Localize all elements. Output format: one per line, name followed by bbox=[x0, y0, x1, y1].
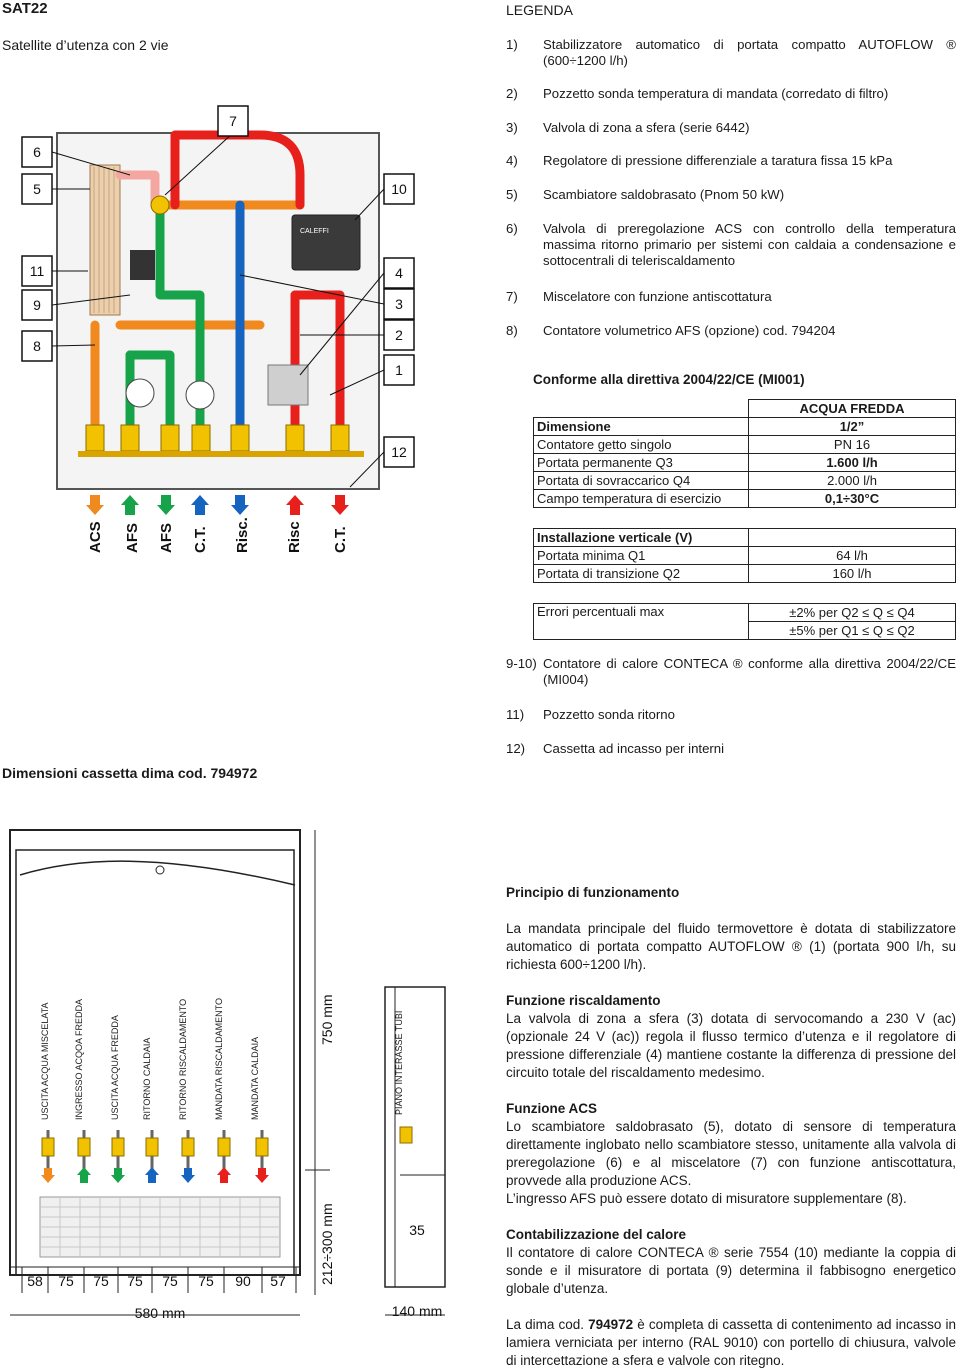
legend-item: 12) Cassetta ad incasso per interni bbox=[506, 741, 725, 756]
paragraph: La dima cod. 794972 è completa di cassetta di contenimento ad incasso in lamiera verniciata per interno (RAL 9010) con portello di chiusura, valvole di intercettazione a sfera e valvole con ritegno. bbox=[506, 1317, 957, 1368]
spec-label: Contatore getto singolo bbox=[534, 436, 749, 454]
callout-number: 12 bbox=[391, 444, 407, 460]
legend-item: 11) Pozzetto sonda ritorno bbox=[506, 707, 675, 722]
spec-value: 2.000 l/h bbox=[749, 472, 956, 490]
arrow-up-icon bbox=[121, 495, 139, 515]
spec-value: PN 16 bbox=[749, 436, 956, 454]
width-value: 580 mm bbox=[134, 1305, 186, 1321]
spec-value: 1.600 l/h bbox=[749, 454, 956, 472]
arrow-down-icon bbox=[111, 1168, 125, 1183]
ball-valve bbox=[86, 425, 104, 451]
ball-valve bbox=[182, 1138, 194, 1156]
pipe-label: USCITA ACQUA FREDDA bbox=[110, 1015, 120, 1120]
paragraph: L’ingresso AFS può essere dotato di misuratore supplementare (8). bbox=[506, 1191, 907, 1206]
port-label: AFS bbox=[124, 523, 141, 553]
arrow-down-icon bbox=[86, 495, 104, 515]
callout-number: 4 bbox=[395, 265, 403, 281]
spec-value: 160 l/h bbox=[749, 565, 956, 583]
arrow-up-icon bbox=[77, 1167, 91, 1183]
legend-title: LEGENDA bbox=[506, 2, 573, 18]
callout-number: 8 bbox=[33, 338, 41, 354]
ball-valve bbox=[78, 1138, 90, 1156]
spec-label: Dimensione bbox=[534, 418, 749, 436]
ball-valve bbox=[42, 1138, 54, 1156]
arrow-down-icon bbox=[255, 1168, 269, 1183]
height-value: 750 mm bbox=[319, 994, 335, 1045]
port-label: ACS bbox=[87, 521, 104, 553]
pipe-label: RITORNO RISCALDAMENTO bbox=[178, 998, 188, 1120]
side-label: PIANO INTERASSE TUBI bbox=[394, 1010, 404, 1115]
pipe-label: INGRESSO ACQOA FREDDA bbox=[74, 998, 84, 1120]
arrow-down-icon bbox=[181, 1168, 195, 1183]
port-label: Risc bbox=[286, 521, 303, 553]
valve-rail bbox=[78, 451, 364, 457]
heat-meter-brand: CALEFFI bbox=[300, 228, 329, 235]
pipe-label: USCITA ACQUA MISCELATA bbox=[40, 1002, 50, 1120]
depth-value: 140 mm bbox=[391, 1303, 443, 1319]
ball-valve bbox=[121, 425, 139, 451]
legend-item: 6) Valvola di preregolazione ACS con controllo della temperatura massima ritorno primario per sistemi con caldaia a condensazione e sottocentrali di teleriscaldamento bbox=[506, 221, 956, 268]
section-heading: Contabilizzazione del calore bbox=[506, 1227, 687, 1242]
callout-number: 7 bbox=[229, 113, 237, 129]
ball-valve bbox=[161, 425, 179, 451]
legend-item: 7) Miscelatore con funzione antiscottatura bbox=[506, 289, 772, 304]
arrow-down-icon bbox=[157, 495, 175, 515]
pipe-label: MANDATA CALDAIA bbox=[250, 1036, 260, 1120]
spec-label: Campo temperatura di esercizio bbox=[534, 490, 749, 508]
paragraph: La mandata principale del fluido termovettore è dotata di stabilizzatore automatico di portata compatto AUTOFLOW ® (1) (portata 900 l/h, su richiesta 600÷1200 l/h). bbox=[506, 921, 956, 972]
spec-label: Portata minima Q1 bbox=[534, 547, 749, 565]
dimensions-drawing bbox=[0, 825, 470, 1330]
legend-item: 2) Pozzetto sonda temperatura di mandata (corredato di filtro) bbox=[506, 86, 889, 101]
depth-inner-value: 35 bbox=[409, 1222, 425, 1238]
spacing-value: 75 bbox=[93, 1273, 109, 1289]
spec-label: Portata permanente Q3 bbox=[534, 454, 749, 472]
errors-label: Errori percentuali max bbox=[534, 604, 749, 640]
callout-number: 1 bbox=[395, 362, 403, 378]
arrow-down-icon bbox=[331, 495, 349, 515]
spacing-value: 75 bbox=[198, 1273, 214, 1289]
ball-valve bbox=[192, 425, 210, 451]
spec-value: 1/2” bbox=[749, 418, 956, 436]
flow-meter bbox=[186, 381, 214, 409]
paragraph: Il contatore di calore CONTECA ® serie 7554 (10) mediante la coppia di sonde e il misuratore di portata (9) determina il fabbisogno energetico globale d’utenza. bbox=[506, 1245, 956, 1296]
satellite-diagram bbox=[0, 95, 420, 565]
install-table bbox=[533, 528, 956, 583]
heat-meter bbox=[292, 215, 360, 270]
dima-code: 794972 bbox=[588, 1317, 634, 1332]
section-heading: Principio di funzionamento bbox=[506, 885, 680, 900]
section-heading: Funzione riscaldamento bbox=[506, 993, 661, 1008]
water-meter bbox=[126, 379, 154, 407]
document-code: SAT22 bbox=[2, 0, 48, 17]
legend-item: 5) Scambiatore saldobrasato (Pnom 50 kW) bbox=[506, 187, 785, 202]
port-label: C.T. bbox=[332, 526, 349, 553]
errors-value: ±5% per Q1 ≤ Q ≤ Q2 bbox=[749, 622, 956, 640]
callout-number: 3 bbox=[395, 296, 403, 312]
paragraph: Lo scambiatore saldobrasato (5), dotato di sensore di temperatura direttamente inglobato nello scambiatore stesso, unitamente alla valvola di preregolazione (6) e al miscelatore (7) con funzione antiscottatura, provvede alla produzione ACS. bbox=[506, 1119, 956, 1188]
spacing-value: 75 bbox=[58, 1273, 74, 1289]
zone-valve-actuator bbox=[130, 250, 155, 280]
callout-number: 11 bbox=[29, 263, 45, 279]
pipe-label: MANDATA RISCALDAMENTO bbox=[214, 997, 224, 1120]
errors-table bbox=[533, 603, 956, 640]
spec-label: Portata di transizione Q2 bbox=[534, 565, 749, 583]
spacing-value: 58 bbox=[27, 1273, 43, 1289]
legend-item: 1) Stabilizzatore automatico di portata compatto AUTOFLOW ® (600÷1200 l/h) bbox=[506, 37, 956, 68]
legend-item: 3) Valvola di zona a sfera (serie 6442) bbox=[506, 120, 750, 135]
port-label: C.T. bbox=[192, 526, 209, 553]
arrow-up-icon bbox=[217, 1167, 231, 1183]
paragraph: La valvola di zona a sfera (3) dotata di servocomando a 230 V (ac) (opzionale 24 V (ac)) regola il flusso termico d’utenza e il regolatore di pressione differenziale (4) mantiene costante la differenza di pressione del circuito totale del riscaldamento medesimo. bbox=[506, 1011, 956, 1080]
spacing-value: 75 bbox=[162, 1273, 178, 1289]
port-label: Risc. bbox=[234, 517, 251, 553]
spec-value: 0,1÷30°C bbox=[749, 490, 956, 508]
mixer-valve bbox=[151, 196, 169, 214]
description-column bbox=[506, 884, 956, 1370]
install-title: Installazione verticale (V) bbox=[534, 529, 749, 547]
callout-number: 6 bbox=[33, 144, 41, 160]
callout-number: 10 bbox=[391, 181, 407, 197]
arrow-down-icon bbox=[231, 495, 249, 515]
legend-item: 8) Contatore volumetrico AFS (opzione) cod. 794204 bbox=[506, 323, 836, 338]
spec-value: 64 l/h bbox=[749, 547, 956, 565]
ball-valve bbox=[231, 425, 249, 451]
callout-number: 5 bbox=[33, 181, 41, 197]
height-bottom-value: 212÷300 mm bbox=[319, 1203, 335, 1285]
legend-item: 4) Regolatore di pressione differenziale a taratura fissa 15 kPa bbox=[506, 153, 893, 168]
spec-table bbox=[533, 399, 956, 508]
spec-header: ACQUA FREDDA bbox=[749, 400, 956, 418]
arrow-down-icon bbox=[41, 1168, 55, 1183]
callout-number: 2 bbox=[395, 327, 403, 343]
ball-valve bbox=[286, 425, 304, 451]
conformity-note: Conforme alla direttiva 2004/22/CE (MI001) bbox=[533, 372, 805, 387]
spec-label: Portata di sovraccarico Q4 bbox=[534, 472, 749, 490]
ball-valve bbox=[256, 1138, 268, 1156]
pressure-regulator bbox=[268, 365, 308, 405]
pipe-label: RITORNO CALDAIA bbox=[142, 1037, 152, 1120]
section-heading: Funzione ACS bbox=[506, 1101, 597, 1116]
ball-valve bbox=[331, 425, 349, 451]
port-label: AFS bbox=[158, 523, 175, 553]
legend-item: 9-10) Contatore di calore CONTECA ® conforme alla direttiva 2004/22/CE (MI004) bbox=[506, 656, 956, 687]
dimensions-title: Dimensioni cassetta dima cod. 794972 bbox=[2, 765, 258, 781]
arrow-up-icon bbox=[286, 495, 304, 515]
arrow-up-icon bbox=[145, 1167, 159, 1183]
ball-valve bbox=[400, 1127, 412, 1143]
spacing-value: 75 bbox=[127, 1273, 143, 1289]
lock-icon bbox=[156, 866, 164, 874]
ball-valve bbox=[218, 1138, 230, 1156]
arrow-up-icon bbox=[191, 495, 209, 515]
document-subtitle: Satellite d’utenza con 2 vie bbox=[2, 37, 169, 53]
ball-valve bbox=[146, 1138, 158, 1156]
errors-value: ±2% per Q2 ≤ Q ≤ Q4 bbox=[749, 604, 956, 622]
spacing-value: 57 bbox=[270, 1273, 286, 1289]
ball-valve bbox=[112, 1138, 124, 1156]
spacing-value: 90 bbox=[235, 1273, 251, 1289]
callout-number: 9 bbox=[33, 297, 41, 313]
